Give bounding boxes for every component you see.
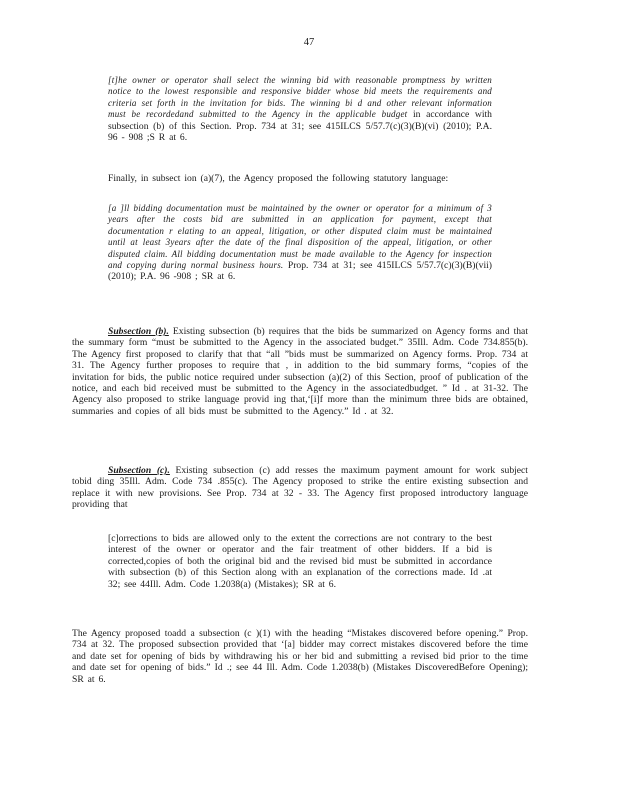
paragraph-subsection-c xyxy=(72,465,528,511)
section-heading: Subsection (c). xyxy=(108,465,170,476)
quote-block-winning-bid xyxy=(108,75,492,143)
quote-citation: Prop. 734 at 31; see 415ILCS 5/57.7(c)(3)(B)(vii) (2010); P.A. 96 -908 ; SR at 6. xyxy=(108,260,493,283)
quote-citation: in accordance with subsection (b) of this Section. Prop. 734 at 31; see 415ILCS 5/57.7(c)(3)(B)(vi) (2010); P.A. 96 - 908 ;S R at 6. xyxy=(108,109,492,144)
quote-text: [t]he owner or operator shall select the winning bid with reasonable promptness by written notice to the lowest responsible and responsive bidder whose bid meets the requirements and criteria set forth in the invitation for bids. The winning bi d and other relevant information must be recordedand submitted to the Agency in the applicable budget xyxy=(108,75,492,120)
paragraph-finally xyxy=(108,173,492,184)
page-number: 47 xyxy=(303,37,315,48)
paragraph-text: Existing subsection (c) add resses the maximum payment amount for work subject tobid ding 35Ill. Adm. Code 734 .855(c). The Agency proposed to strike the entire existing subsection and replace it with new provisions. See Prop. 734 at 32 - 33. The Agency first proposed introductory language providing that xyxy=(72,465,528,511)
paragraph-text: The Agency proposed toadd a subsection (c )(1) with the heading “Mistakes discovered before opening.” Prop. 734 at 32. The proposed subsection provided that ‘[a] bidder may correct mistakes discovered before the time and date set for opening of bids by withdrawing his or her bid and submitting a revised bid prior to the time and date set for opening of bids.” Id .; see 44 Ill. Adm. Code 1.2038(b) (Mistakes DiscoveredBefore Opening); SR at 6. xyxy=(72,628,528,685)
quote-text: [c]orrections to bids are allowed only to the extent the corrections are not contrary to the best interest of the owner or operator and the fair treatment of other bidders. If a bid is corrected,copies of both the original bid and the revised bid must be submitted in accordance with subsection (b) of this Section along with an explanation of the corrections made. Id .at 32; see 44Ill. Adm. Code 1.2038(a) (Mistakes); SR at 6. xyxy=(108,533,492,590)
section-heading: Subsection (b). xyxy=(108,326,169,337)
quote-block-bidding-documentation xyxy=(108,203,492,283)
paragraph-mistakes xyxy=(72,628,528,685)
quote-text: [a ]ll bidding documentation must be maintained by the owner or operator for a minimum of 3 years after the costs bid are submitted in an application for payment, except that documentation r elating to an appeal, litigation, or other disputed claim must be maintained until at least 3years after the date of the final disposition of the appeal, litigation, or other disputed claim. All bidding documentation must be made available to the Agency for inspection and copying during normal business hours. xyxy=(108,203,492,271)
paragraph-text: Existing subsection (b) requires that the bids be summarized on Agency forms and that the summary form “must be submitted to the Agency in the associated budget.” 35Ill. Adm. Code 734.855(b). The Agency first proposed to clarify that that “all ”bids must be summarized on Agency forms. Prop. 734 at 31. The Agency further proposes to require that , in addition to the bid summary forms, “copies of the invitation for bids, the public notice required under subsection (a)(2) of this Section, proof of publication of the notice, and each bid received must be submitted to the Agency in the associatedbudget. ” Id . at 31-32. The Agency also proposed to strike language provid ing that,‘[i]f more than the minimum three bids are obtained, summaries and copies of all bids must be submitted to the Agency.” Id . at 32. xyxy=(72,326,528,417)
quote-block-corrections xyxy=(108,533,492,590)
paragraph-subsection-b xyxy=(72,326,528,417)
paragraph-text: Finally, in subsect ion (a)(7), the Agency proposed the following statutory language: xyxy=(108,173,449,184)
